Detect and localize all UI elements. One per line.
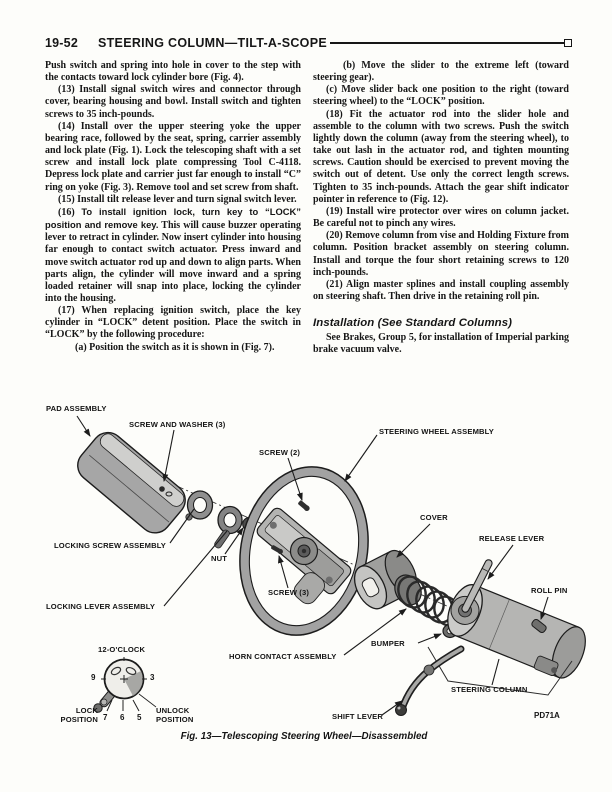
clock-numeral-6: 6 — [120, 713, 125, 722]
page-title: STEERING COLUMN—TILT-A-SCOPE — [97, 36, 327, 50]
clock-diagram-drawing — [94, 657, 156, 712]
paragraph: (16) To install ignition lock, turn key to “LOCK” position and remove key. This will cause buzzer operating lever to retract in cylinder. Now insert cylinder into housing far enough to contact switch actuator. Press inward and move switch actuator rod up and down to align parts. When parts align, the cylinder will move inward and a spring loaded retainer will snap into place, locking the cylinder into the housing. — [45, 205, 301, 304]
label-lock-position: LOCK POSITION — [60, 706, 98, 725]
label-shift-lever: SHIFT LEVER — [332, 712, 384, 721]
label-pad-assembly: PAD ASSEMBLY — [46, 404, 107, 413]
pad-assembly-drawing — [71, 426, 192, 539]
paragraph: (b) Move the slider to the extreme left (toward steering gear). — [313, 60, 569, 84]
paragraph: Push switch and spring into hole in cover to the step with the contacts toward lock cylinder bore (Fig. 4). — [45, 60, 301, 84]
shift-lever-drawing — [396, 649, 462, 716]
screw-2-drawing — [297, 500, 310, 513]
label-cover: COVER — [420, 513, 448, 522]
paragraph: (21) Align master splines and install coupling assembly on steering shaft. Then drive in the retaining roll pin. — [313, 278, 569, 302]
label-steering-wheel-assembly: STEERING WHEEL ASSEMBLY — [379, 427, 494, 436]
installation-heading: Installation (See Standard Columns) — [313, 317, 513, 330]
figure-code: PD71A — [534, 711, 560, 720]
clock-numeral-9: 9 — [91, 673, 96, 682]
label-screw-and-washer: SCREW AND WASHER (3) — [129, 420, 226, 429]
clock-numeral-5: 5 — [137, 713, 142, 722]
label-locking-lever-assembly: LOCKING LEVER ASSEMBLY — [46, 602, 156, 611]
paragraph: (14) Install over the upper steering yoke the upper bearing race, followed by the seat, spring, carrier assembly and lock plate (Fig. 1). Lock the telescoping shaft with a set screw and install lock plate compressing Tool C-4118. Depress lock plate and carrier just far enough to install “C” ring on yoke (Fig. 3). Remove tool and set screw from shaft. — [45, 120, 301, 193]
paragraph: See Brakes, Group 5, for installation of Imperial parking brake vacuum valve. — [313, 332, 569, 356]
paragraph: (c) Move slider back one position to the right (toward steering wheel) to the “LOCK” position. — [313, 84, 569, 108]
paragraph: (17) When replacing ignition switch, place the key cylinder in “LOCK” detent position. Place the switch in “LOCK” by the following procedure: — [45, 305, 301, 341]
label-nut: NUT — [211, 554, 228, 563]
label-locking-screw-assembly: LOCKING SCREW ASSEMBLY — [54, 541, 167, 550]
steering-wheel-drawing — [225, 455, 384, 647]
label-unlock-position: UNLOCK POSITION — [156, 706, 194, 725]
label-screw-2: SCREW (2) — [259, 448, 301, 457]
figure-caption: Fig. 13—Telescoping Steering Wheel—Disassembled — [180, 731, 428, 742]
label-steering-column: STEERING COLUMN — [451, 685, 528, 694]
page-number: 19-52 — [45, 36, 78, 50]
paragraph: (18) Fit the actuator rod into the slider hole and assemble to the column with two screws. Push the switch lightly down the column (away from the steering wheel), to take out lash in the actuator rod, and tighten mounting screws. Caution should be exercised to prevent moving the switch out of detent. Use only the correct length screws. Tighten to 35 inch-pounds. Attach the gear shift indicator pointer in reference to (Fig. 12). — [313, 108, 569, 205]
clock-numeral-7: 7 — [103, 713, 108, 722]
label-release-lever: RELEASE LEVER — [479, 534, 545, 543]
paragraph: (19) Install wire protector over wires on column jacket. Be careful not to pinch any wires. — [313, 205, 569, 230]
paragraph: (a) Position the switch as it is shown in (Fig. 7). — [75, 341, 275, 353]
label-bumper: BUMPER — [371, 639, 405, 648]
label-screw-3: SCREW (3) — [268, 588, 310, 597]
label-12-oclock: 12-O'CLOCK — [98, 645, 146, 654]
label-roll-pin: ROLL PIN — [531, 586, 568, 595]
paragraph: (15) Install tilt release lever and turn signal switch lever. — [58, 193, 297, 205]
steering-column-drawing — [441, 580, 592, 684]
paragraph: (13) Install signal switch wires and connector through cover, bearing housing and bowl. Install switch and tighten screws to 35 inch-pounds. — [45, 84, 301, 120]
clock-numeral-3: 3 — [150, 673, 155, 682]
paragraph: (20) Remove column from vise and Holding Fixture from column. Position bracket assembly on steering column. Install and torque the four short retaining screws to 120 inch-pounds. — [313, 230, 569, 278]
label-horn-contact-assembly: HORN CONTACT ASSEMBLY — [229, 652, 337, 661]
